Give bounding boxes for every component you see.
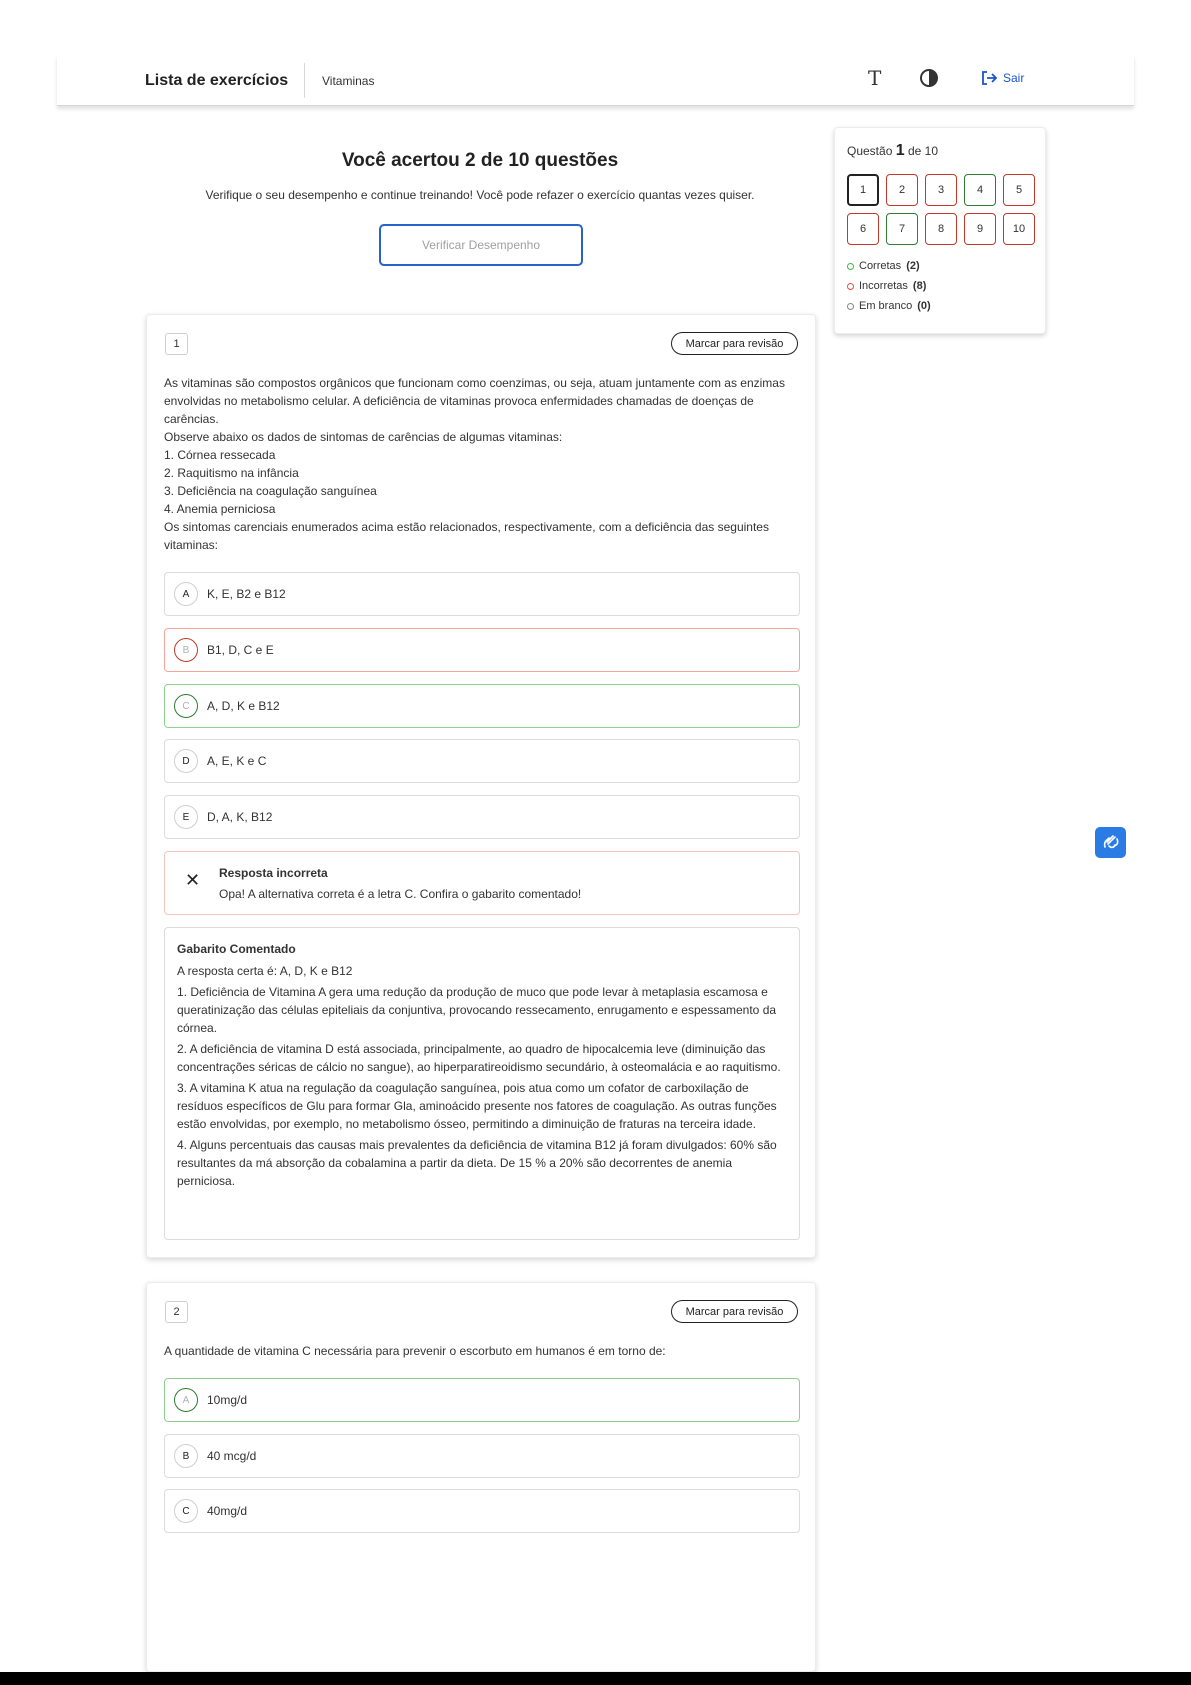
feedback-text: Opa! A alternativa correta é a letra C. Confira o gabarito comentado! bbox=[219, 887, 582, 901]
option-text: D, A, K, B12 bbox=[207, 810, 273, 824]
answer-key-title: Gabarito Comentado bbox=[177, 942, 296, 956]
question-box-7[interactable]: 7 bbox=[886, 213, 918, 245]
question-box-3[interactable]: 3 bbox=[925, 174, 957, 206]
question-box-2[interactable]: 2 bbox=[886, 174, 918, 206]
subject-label: Vitaminas bbox=[322, 74, 375, 88]
option-a[interactable] bbox=[164, 572, 800, 616]
question-box-4[interactable]: 4 bbox=[964, 174, 996, 206]
navigator-label-suffix: de 10 bbox=[907, 144, 938, 158]
option-e[interactable] bbox=[164, 795, 800, 839]
statement-line: 3. Deficiência na coagulação sanguínea bbox=[164, 484, 377, 498]
result-subtitle: Verifique o seu desempenho e continue treinando! Você pode refazer o exercício quantas vezes quiser. bbox=[205, 188, 755, 202]
question-number: 1 bbox=[165, 333, 188, 355]
header-divider bbox=[304, 63, 305, 98]
question-card-2 bbox=[146, 1282, 816, 1672]
statement-line: 4. Anemia perniciosa bbox=[164, 502, 276, 516]
logout-button[interactable] bbox=[981, 71, 1024, 85]
option-letter: B bbox=[174, 1444, 198, 1468]
question-box-6[interactable]: 6 bbox=[847, 213, 879, 245]
legend-correct-count: (2) bbox=[906, 260, 920, 272]
question-navigator bbox=[834, 127, 1046, 334]
option-c[interactable] bbox=[164, 1489, 800, 1533]
question-box-10[interactable]: 10 bbox=[1003, 213, 1035, 245]
question-box-8[interactable]: 8 bbox=[925, 213, 957, 245]
navigator-current: 1 bbox=[895, 142, 905, 159]
contrast-icon[interactable] bbox=[920, 69, 938, 87]
question-statement bbox=[164, 1342, 800, 1360]
option-text: 40 mcg/d bbox=[207, 1449, 257, 1463]
answer-key-item: 4. Alguns percentuais das causas mais prevalentes da deficiência de vitamina B12 já foram divulgados: 60% são resultantes da má absorção da cobalamina a partir da dieta. De 15 % a 20% são decorrentes de anemia perniciosa. bbox=[177, 1138, 777, 1188]
feedback-title: Resposta incorreta bbox=[219, 866, 328, 880]
status-legend bbox=[847, 256, 931, 316]
mark-for-review-button[interactable]: Marcar para revisão bbox=[671, 1300, 798, 1323]
logout-label: Sair bbox=[1003, 71, 1025, 85]
answer-key-item: 3. A vitamina K atua na regulação da coagulação sanguínea, pois atua como um cofator de carboxilação de resíduos específicos de Glu para formar Gla, aminoácido presente nos fatores de coagulação. As outras funções estão envolvidas, por exemplo, no metabolismo ósseo, permitindo a diminuição de fraturas na terceira idade. bbox=[177, 1081, 777, 1131]
question-statement bbox=[164, 374, 800, 554]
hands-icon bbox=[1101, 833, 1121, 853]
question-box-5[interactable]: 5 bbox=[1003, 174, 1035, 206]
feedback-box bbox=[164, 851, 800, 915]
app-title: Lista de exercícios bbox=[145, 72, 289, 89]
verify-performance-button[interactable]: Verificar Desempenho bbox=[379, 224, 583, 266]
question-card-1 bbox=[146, 314, 816, 1258]
option-letter: D bbox=[174, 749, 198, 773]
navigator-title bbox=[847, 142, 938, 160]
option-letter: E bbox=[174, 805, 198, 829]
legend-blank bbox=[847, 296, 931, 316]
option-text: 10mg/d bbox=[207, 1393, 248, 1407]
answer-key bbox=[164, 927, 800, 1240]
option-letter: B bbox=[174, 638, 198, 662]
question-grid bbox=[847, 174, 1035, 245]
question-box-1[interactable]: 1 bbox=[847, 174, 879, 206]
legend-blank-count: (0) bbox=[917, 300, 931, 312]
logout-icon bbox=[981, 71, 997, 85]
legend-incorrect-label: Incorretas bbox=[859, 280, 908, 292]
result-title: Você acertou 2 de 10 questões bbox=[341, 150, 619, 171]
option-letter: C bbox=[174, 1499, 198, 1523]
mark-for-review-button[interactable]: Marcar para revisão bbox=[671, 332, 798, 355]
option-a[interactable] bbox=[164, 1378, 800, 1422]
statement-line: Observe abaixo os dados de sintomas de carências de algumas vitaminas: bbox=[164, 430, 563, 444]
accessibility-widget-button[interactable] bbox=[1095, 827, 1126, 858]
option-b[interactable] bbox=[164, 628, 800, 672]
option-letter: C bbox=[174, 694, 198, 718]
statement-line: As vitaminas são compostos orgânicos que funcionam como coenzimas, ou seja, atuam juntamente com as enzimas envolvidas no metabolismo celular. A deficiência de vitaminas provoca enfermidades chamadas de doenças de carências. bbox=[164, 376, 785, 426]
option-letter: A bbox=[174, 1388, 198, 1412]
legend-correct-label: Corretas bbox=[859, 260, 902, 272]
statement-line: A quantidade de vitamina C necessária para prevenir o escorbuto em humanos é em torno de: bbox=[164, 1344, 666, 1358]
font-size-icon[interactable]: T bbox=[868, 66, 882, 90]
result-summary bbox=[145, 150, 815, 202]
statement-line: 2. Raquitismo na infância bbox=[164, 466, 299, 480]
statement-line: 1. Córnea ressecada bbox=[164, 448, 276, 462]
top-bar bbox=[57, 55, 1134, 106]
option-text: 40mg/d bbox=[207, 1504, 248, 1518]
statement-line: Os sintomas carenciais enumerados acima estão relacionados, respectivamente, com a deficiência das seguintes vitaminas: bbox=[164, 520, 769, 552]
option-text: K, E, B2 e B12 bbox=[207, 587, 286, 601]
option-c[interactable] bbox=[164, 684, 800, 728]
correct-dot-icon bbox=[847, 263, 854, 270]
option-text: A, D, K e B12 bbox=[207, 699, 280, 713]
question-box-9[interactable]: 9 bbox=[964, 213, 996, 245]
incorrect-dot-icon bbox=[847, 283, 854, 290]
option-text: B1, D, C e E bbox=[207, 643, 274, 657]
option-d[interactable] bbox=[164, 739, 800, 783]
legend-incorrect-count: (8) bbox=[912, 280, 927, 292]
question-number: 2 bbox=[165, 1301, 188, 1323]
option-text: A, E, K e C bbox=[207, 754, 267, 768]
legend-incorrect bbox=[847, 276, 931, 296]
legend-blank-label: Em branco bbox=[859, 300, 913, 312]
legend-correct bbox=[847, 256, 931, 276]
answer-key-answer: A resposta certa é: A, D, K e B12 bbox=[177, 964, 353, 978]
blank-dot-icon bbox=[847, 303, 854, 310]
option-b[interactable] bbox=[164, 1434, 800, 1478]
answer-key-item: 2. A deficiência de vitamina D está associada, principalmente, ao quadro de hipocalcemia leve (diminuição das concentrações séricas de cálcio no sangue), ao hiperparatireoidismo secundário, à osteomalácia e ao raquitismo. bbox=[177, 1042, 781, 1074]
navigator-label-prefix: Questão bbox=[847, 144, 893, 158]
bottom-bar bbox=[0, 1672, 1191, 1685]
answer-key-item: 1. Deficiência de Vitamina A gera uma redução da produção de muco que pode levar à metaplasia escamosa e queratinização das células epiteliais da conjuntiva, provocando ressecamento, enrugamento e espessamento da córnea. bbox=[177, 985, 777, 1035]
option-letter: A bbox=[174, 582, 198, 606]
close-icon: ✕ bbox=[185, 870, 201, 890]
